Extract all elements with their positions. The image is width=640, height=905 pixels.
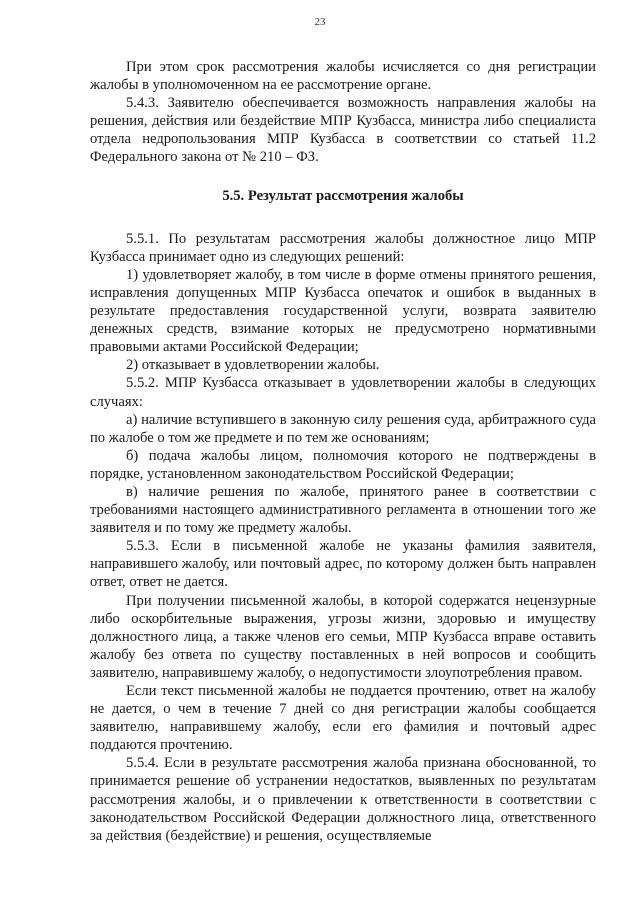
page-number: 23 <box>314 16 326 28</box>
paragraph: 5.5.4. Если в результате рассмотрения жалоба признана обоснованной, то принимается решение об устранении недостатков, выявленных по результатам рассмотрения жалобы, и о привлечении к ответственности в соответствии с законодательством Российской Федерации должностного лица, ответственного за действия (бездействие) и решения, осуществляемые <box>90 755 596 844</box>
paragraph: 2) отказывает в удовлетворении жалобы. <box>126 357 380 374</box>
section-heading: 5.5. Результат рассмотрения жалобы <box>222 187 464 204</box>
document-body <box>90 58 596 845</box>
paragraph: Если текст письменной жалобы не поддается прочтению, ответ на жалобу не дается, о чем в течение 7 дней со дня регистрации жалобы сообщается заявителю, направившему жалобу, если его фамилия и почтовый адрес поддаются прочтению. <box>90 683 596 754</box>
paragraph: 5.5.3. Если в письменной жалобе не указаны фамилия заявителя, направившего жалобу, или почтовый адрес, по которому должен быть направлен ответ, ответ не дается. <box>90 538 596 591</box>
paragraph: а) наличие вступившего в законную силу решения суда, арбитражного суда по жалобе о том же предмете и по тем же основаниям; <box>90 411 596 446</box>
paragraph: 1) удовлетворяет жалобу, в том числе в форме отмены принятого решения, исправления допущенных МПР Кузбасса опечаток и ошибок в выданных в результате предоставления государственной услуги, возврата заявителю денежных средств, взимание которых не предусмотрено нормативными правовыми актами Российской Федерации; <box>90 266 596 356</box>
paragraph: 5.5.1. По результатам рассмотрения жалобы должностное лицо МПР Кузбасса принимает одно из следующих решений: <box>90 230 596 265</box>
paragraph: 5.4.3. Заявителю обеспечивается возможность направления жалобы на решения, действия или бездействие МПР Кузбасса, министра либо специалиста отдела недропользования МПР Кузбасса в соответствии со статьей 11.2 Федерального закона от № 210 – ФЗ. <box>90 95 596 166</box>
paragraph: При получении письменной жалобы, в которой содержатся нецензурные либо оскорбительные выражения, угрозы жизни, здоровью и имуществу должностного лица, а также членов его семьи, МПР Кузбасса вправе оставить жалобу без ответа по существу поставленных в ней вопросов и сообщить заявителю, направившему жалобу, о недопустимости злоупотребления правом. <box>90 592 596 681</box>
paragraph: б) подача жалобы лицом, полномочия которого не подтверждены в порядке, установленном законодательством Российской Федерации; <box>90 447 596 482</box>
paragraph: При этом срок рассмотрения жалобы исчисляется со дня регистрации жалобы в уполномоченном на ее рассмотрение органе. <box>90 59 596 94</box>
paragraph: в) наличие решения по жалобе, принятого ранее в соответствии с требованиями настоящего административного регламента в отношении того же заявителя и по тому же предмету жалобы. <box>90 483 596 537</box>
paragraph: 5.5.2. МПР Кузбасса отказывает в удовлетворении жалобы в следующих случаях: <box>90 375 596 410</box>
